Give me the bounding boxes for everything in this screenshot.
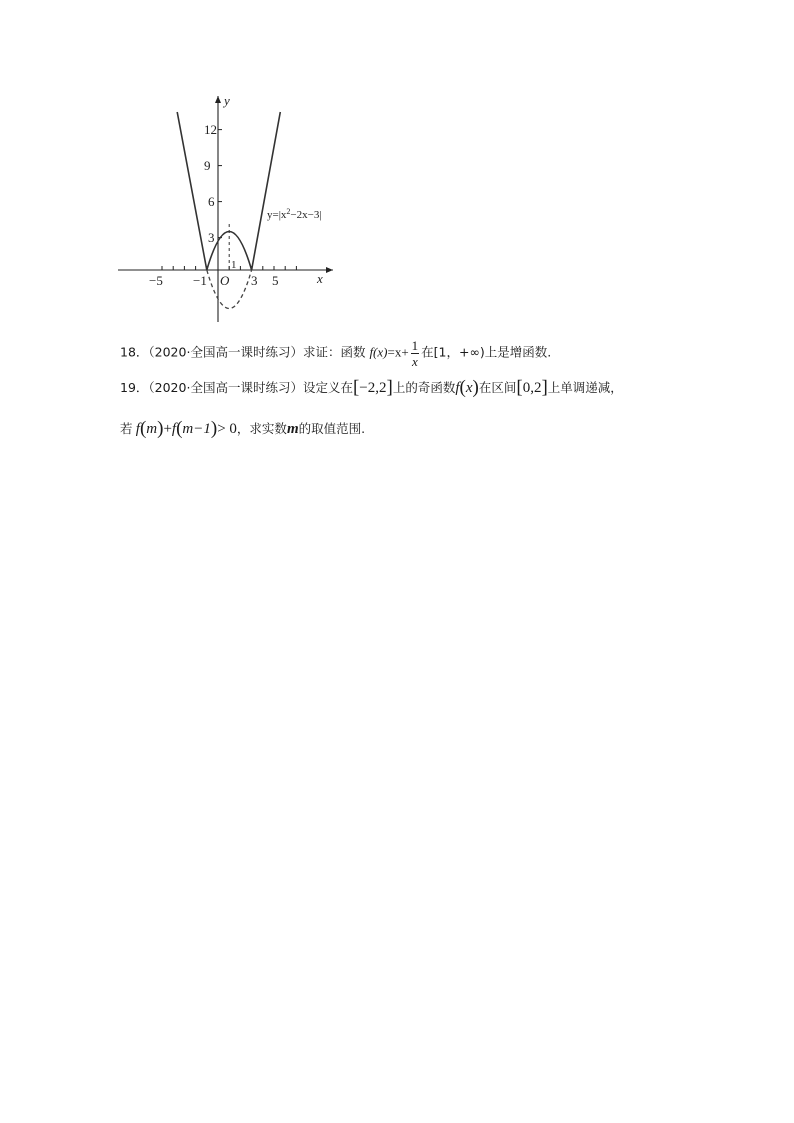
- y-axis-label: y: [224, 93, 230, 108]
- origin-label: O: [220, 273, 230, 288]
- function-expression: =x+: [387, 344, 409, 360]
- function-variable: x: [465, 380, 473, 396]
- problem-source: （2020·全国高一课时练习）: [148, 380, 303, 395]
- problem-text: ，求实数: [236, 421, 287, 436]
- problem-text: 求证：函数: [302, 344, 370, 360]
- paren: ): [472, 377, 479, 398]
- problem-text: 设定义在: [302, 380, 353, 395]
- paren: (: [459, 377, 466, 398]
- problem-text: 的取值范围.: [298, 421, 366, 436]
- function-name: f: [135, 421, 140, 437]
- paren: ): [157, 418, 164, 439]
- abs-curve: [177, 112, 280, 270]
- bracket: [: [516, 377, 523, 398]
- function-graph: [118, 92, 348, 324]
- x-tick-label: −5: [149, 273, 163, 288]
- argument: m−1: [182, 421, 211, 437]
- function-name: f: [171, 421, 177, 437]
- problem-text: 上单调递减，: [547, 380, 623, 395]
- fraction-denominator: x: [412, 354, 418, 369]
- paren: (: [176, 418, 183, 439]
- problem-text: 上的奇函数: [392, 380, 456, 395]
- plus-sign: +: [163, 421, 172, 437]
- problem-19: [120, 378, 623, 397]
- variable-m: m: [146, 421, 158, 437]
- fraction-numerator: 1: [411, 338, 419, 353]
- function-name: f: [455, 380, 460, 396]
- problem-source: （2020·全国高一课时练习）: [148, 344, 303, 360]
- y-tick-label: 6: [208, 194, 215, 209]
- paren: ): [210, 418, 218, 439]
- x-tick-label: −1: [193, 273, 207, 288]
- y-tick-label: 12: [204, 122, 217, 137]
- problem-number: 19．: [120, 380, 149, 395]
- inequality: > 0: [217, 421, 237, 437]
- curve-equation: $y=|x^2-2x-3|$: [267, 207, 322, 221]
- interval: −2,2: [359, 380, 387, 396]
- x-tick-label: 5: [272, 273, 279, 288]
- y-tick-marks: [218, 130, 222, 238]
- fraction: [411, 338, 420, 369]
- interval: 0,2: [522, 380, 542, 396]
- paren: (: [139, 418, 147, 439]
- y-axis-arrow: [215, 96, 221, 103]
- x-tick-label: 3: [251, 273, 258, 288]
- x-axis-label: x: [317, 271, 323, 286]
- y-tick-label: 3: [208, 230, 215, 245]
- variable-m: m: [286, 421, 299, 437]
- small-one-label: 1: [231, 259, 237, 271]
- bracket: [: [352, 377, 360, 398]
- problem-18: [120, 338, 551, 369]
- problem-text: 在区间: [478, 380, 517, 395]
- function-expression: f(x): [369, 344, 388, 360]
- problem-text: 若: [120, 421, 133, 436]
- problem-text: 在[1，+∞)上是增函数.: [421, 344, 552, 360]
- y-tick-label: 9: [204, 158, 211, 173]
- problem-19-line-2: [120, 419, 365, 438]
- bracket: ]: [541, 377, 548, 398]
- bracket: ]: [386, 377, 393, 398]
- x-axis-arrow: [326, 267, 333, 273]
- problem-number: 18．: [120, 344, 149, 360]
